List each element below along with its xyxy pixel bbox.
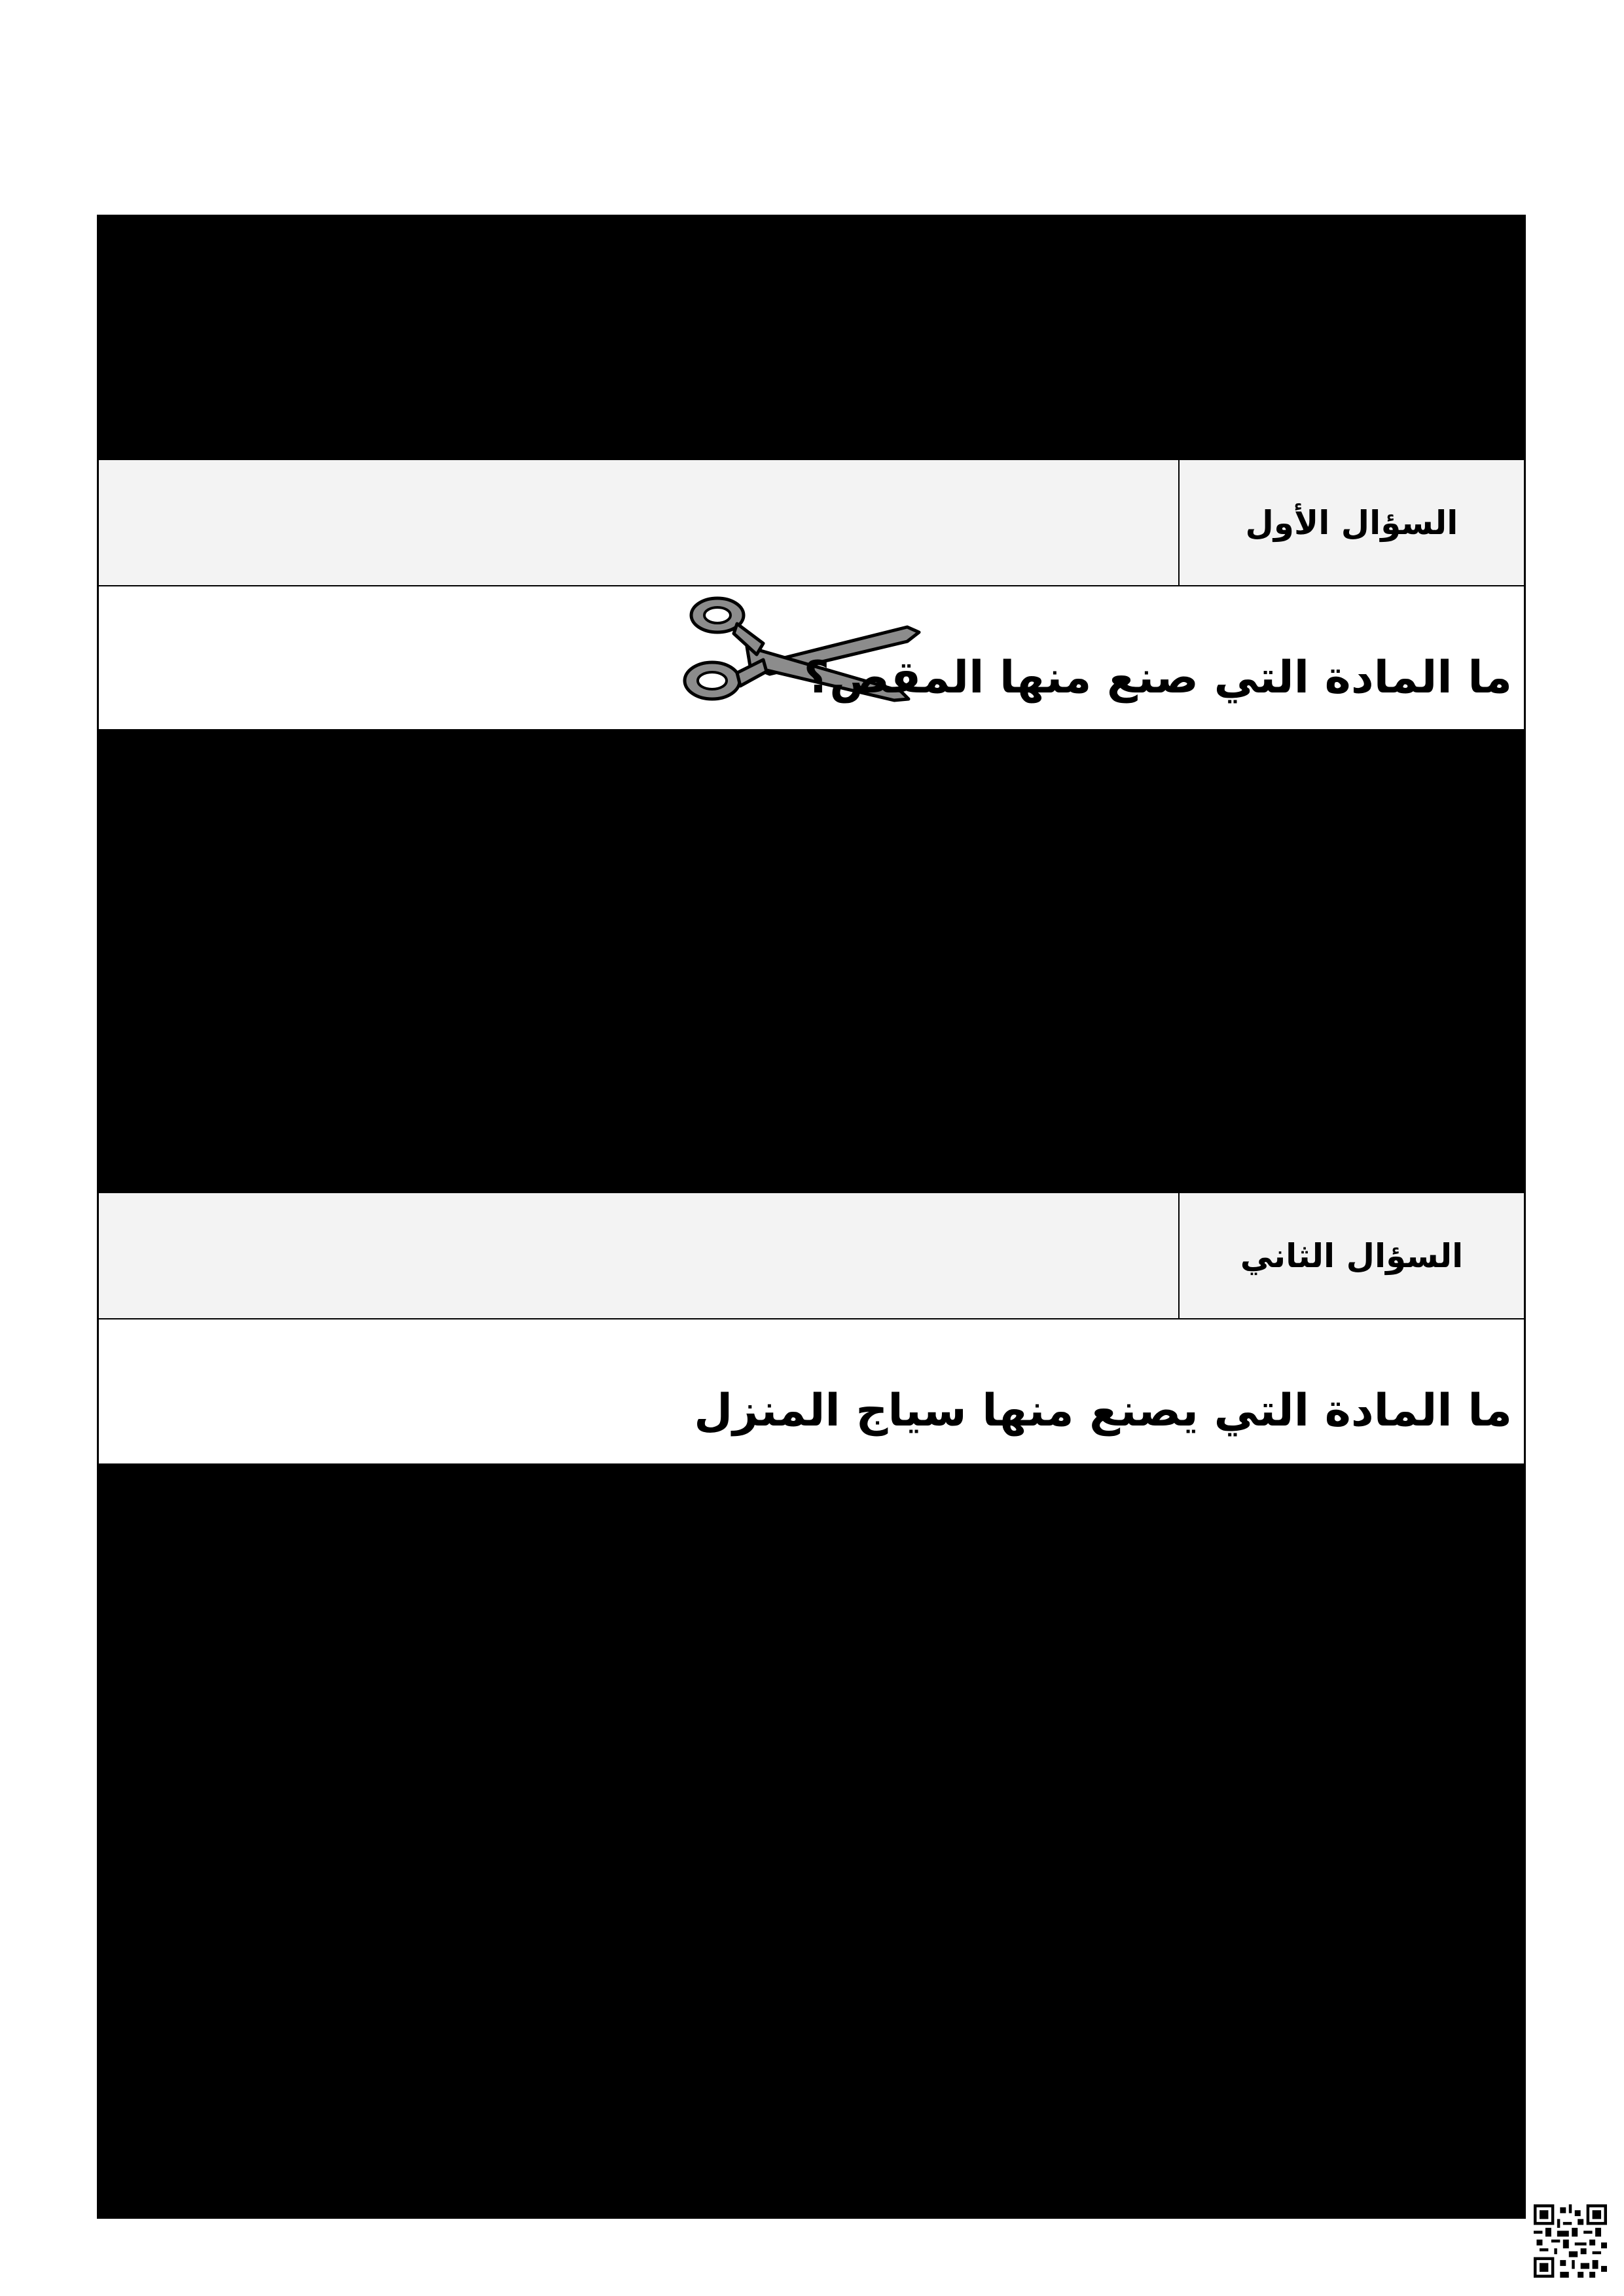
question-1-row <box>99 586 1524 730</box>
qr-code-icon <box>1534 2204 1607 2278</box>
question-1-label: السؤال الأول <box>1245 503 1458 542</box>
question-2-text: ما المادة التي يصنع منها سياج المنزل <box>694 1385 1512 1437</box>
worksheet <box>97 215 1526 2219</box>
question-1-text: ما المادة التي صنع منها المقص؟ <box>803 652 1512 704</box>
question-1-label-row <box>99 459 1524 586</box>
question-2-answer-area[interactable] <box>99 1193 1178 1318</box>
question-2-label: السؤال الثاني <box>1240 1236 1464 1275</box>
question-2-label-row <box>99 1192 1524 1319</box>
redacted-header-block <box>99 217 1524 459</box>
question-1-answer-area[interactable] <box>99 460 1178 585</box>
question-2-row <box>99 1319 1524 1465</box>
redacted-answer-block-2 <box>99 1465 1524 2217</box>
redacted-answer-block-1 <box>99 730 1524 1192</box>
